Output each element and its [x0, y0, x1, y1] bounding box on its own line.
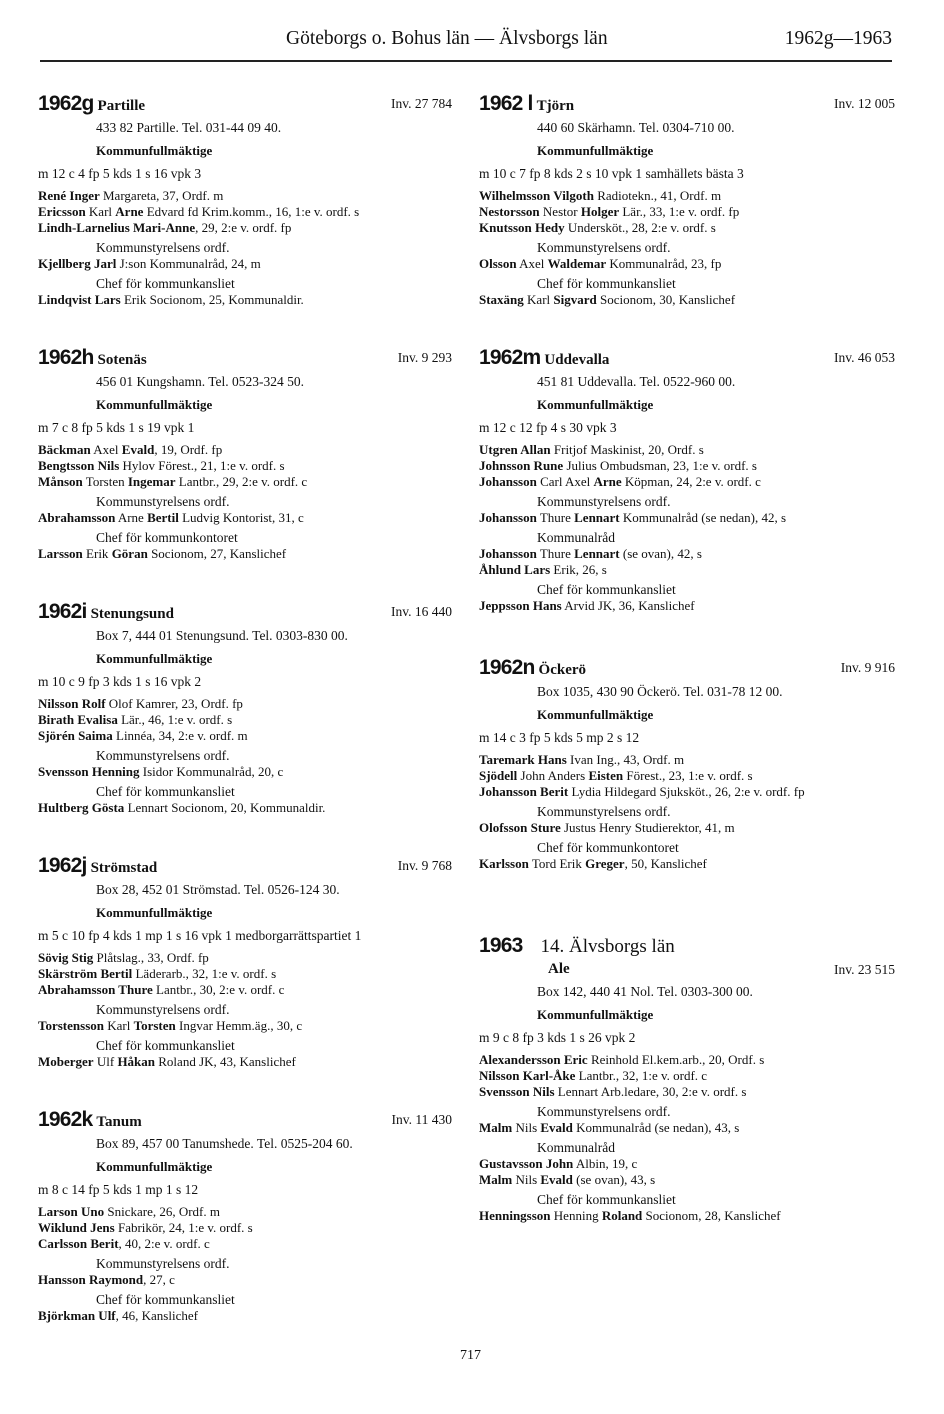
section-title: Chef för kommunkansliet: [537, 1192, 676, 1207]
section-title: Chef för kommunkansliet: [96, 1038, 235, 1053]
member-line: [38, 728, 452, 744]
council-members: [479, 752, 895, 800]
person-given-name: Nils: [512, 1172, 541, 1187]
person-line: [38, 1054, 452, 1070]
header-rule: [40, 60, 892, 62]
municipality-entry: [38, 1108, 452, 1324]
person-details: Undersköt., 28, 2:e v. ordf. s: [564, 220, 716, 235]
page-number: 717: [460, 1348, 481, 1363]
person-call-name: Lennart: [574, 546, 620, 561]
person-details: Fritjof Maskinist, 20, Ordf. s: [550, 442, 704, 457]
seat-distribution: m 5 c 10 fp 4 kds 1 mp 1 s 16 vpk 1 medborgarrättspartiet 1: [38, 928, 362, 943]
person-line: [479, 510, 895, 526]
council-heading: Kommunfullmäktige: [96, 651, 213, 666]
member-line: [479, 1052, 895, 1068]
person-call-name: Waldemar: [547, 256, 607, 271]
person-surname: Malm: [479, 1120, 513, 1135]
member-line: [38, 204, 452, 220]
member-line: [38, 966, 452, 982]
council-members: [479, 1052, 895, 1100]
municipality-heading: [479, 960, 895, 982]
person-call-name: Evald: [540, 1120, 573, 1135]
person-details: , 46, Kanslichef: [115, 1308, 198, 1323]
person-surname: Bäckman: [38, 442, 91, 457]
person-line: [38, 510, 452, 526]
entry-code: 1962i: [38, 600, 87, 623]
person-surname: Olsson: [479, 256, 517, 271]
person-details: Albin, 19, c: [573, 1156, 638, 1171]
person-given-name: Karl: [85, 204, 116, 219]
address-line: 433 82 Partille. Tel. 031-44 09 40.: [96, 120, 282, 135]
population-count: Inv. 9 916: [840, 660, 895, 675]
municipality-name: Ale: [548, 961, 570, 977]
person-details: Erik Socionom, 25, Kommunaldir.: [120, 292, 304, 307]
council-members: [38, 1204, 452, 1252]
person-details: Hylov Förest., 21, 1:e v. ordf. s: [119, 458, 285, 473]
person-line: [38, 292, 452, 308]
entry-heading: [479, 92, 895, 118]
member-line: [479, 784, 895, 800]
person-surname: Nilsson Rolf: [38, 696, 106, 711]
person-details: Reinhold El.kem.arb., 20, Ordf. s: [587, 1052, 765, 1067]
person-details: Lär., 46, 1:e v. ordf. s: [117, 712, 233, 727]
entry-code: 1963: [479, 934, 523, 957]
person-call-name: Torsten: [133, 1018, 176, 1033]
member-line: [38, 712, 452, 728]
person-details: , 50, Kanslichef: [624, 856, 707, 871]
municipality-entry: [479, 92, 895, 308]
seat-distribution: m 12 c 12 fp 4 s 30 vpk 3: [479, 420, 617, 435]
person-line: [479, 562, 895, 578]
person-surname: Gustavsson John: [479, 1156, 574, 1171]
entry-heading: [479, 346, 895, 372]
member-line: [38, 474, 452, 490]
section-title: Chef för kommunkontoret: [537, 840, 679, 855]
council-heading: Kommunfullmäktige: [96, 397, 213, 412]
member-line: [38, 1236, 452, 1252]
person-call-name: Ingemar: [127, 474, 176, 489]
person-surname: Svensson Henning: [38, 764, 140, 779]
person-line: [479, 1120, 895, 1136]
person-details: Köpman, 24, 2:e v. ordf. c: [621, 474, 761, 489]
person-surname: Johansson Berit: [479, 784, 569, 799]
section-title: Chef för kommunkansliet: [96, 1292, 235, 1307]
person-details: J:son Kommunalråd, 24, m: [116, 256, 261, 271]
person-details: Erik, 26, s: [550, 562, 607, 577]
person-details: (se ovan), 42, s: [619, 546, 702, 561]
member-line: [479, 220, 895, 236]
person-given-name: Thure: [536, 510, 575, 525]
person-details: Edvard fd Krim.komm., 16, 1:e v. ordf. s: [143, 204, 360, 219]
person-details: Ivan Ing., 43, Ordf. m: [566, 752, 685, 767]
entry-heading: [38, 92, 452, 118]
person-given-name: Nestor: [539, 204, 581, 219]
person-call-name: Holger: [580, 204, 620, 219]
address-line: Box 28, 452 01 Strömstad. Tel. 0526-124 30.: [96, 882, 340, 897]
person-line: [479, 292, 895, 308]
section-title: Kommunstyrelsens ordf.: [96, 748, 230, 763]
person-given-name: Arne: [115, 510, 148, 525]
municipality-name: Tanum: [96, 1114, 142, 1130]
member-line: [38, 220, 452, 236]
person-surname: Sjörén Saima: [38, 728, 113, 743]
council-members: [38, 950, 452, 998]
population-count: Inv. 9 293: [397, 350, 452, 365]
person-surname: Taremark Hans: [479, 752, 567, 767]
person-given-name: Henning: [550, 1208, 602, 1223]
council-members: [38, 442, 452, 490]
person-details: Lär., 33, 1:e v. ordf. fp: [619, 204, 740, 219]
person-details: Socionom, 27, Kanslichef: [147, 546, 287, 561]
person-surname: Abrahamsson: [38, 510, 116, 525]
person-surname: Björkman Ulf: [38, 1308, 116, 1323]
section-title: Kommunstyrelsens ordf.: [96, 1002, 230, 1017]
population-count: Inv. 11 430: [391, 1112, 452, 1127]
person-details: Linnéa, 34, 2:e v. ordf. m: [112, 728, 248, 743]
municipality-entry: [38, 854, 452, 1070]
person-surname: Nilsson Karl-Åke: [479, 1068, 576, 1083]
running-title: Göteborgs o. Bohus län — Älvsborgs län: [286, 28, 608, 49]
entry-code: 1962g: [38, 92, 94, 115]
population-count: Inv. 9 768: [397, 858, 452, 873]
municipality-name: Stenungsund: [90, 606, 174, 622]
council-heading: Kommunfullmäktige: [96, 905, 213, 920]
person-line: [38, 764, 452, 780]
municipality-name: Strömstad: [90, 860, 158, 876]
person-details: Lennart Arb.ledare, 30, 2:e v. ordf. s: [554, 1084, 747, 1099]
person-details: Lydia Hildegard Sjuksköt., 26, 2:e v. ordf. fp: [568, 784, 805, 799]
address-line: Box 89, 457 00 Tanumshede. Tel. 0525-204 60.: [96, 1136, 353, 1151]
person-given-name: Tord Erik: [528, 856, 586, 871]
member-line: [38, 1220, 452, 1236]
entry-code: 1962k: [38, 1108, 93, 1131]
person-surname: Kjellberg Jarl: [38, 256, 117, 271]
person-line: [479, 598, 895, 614]
entry-heading: [38, 346, 452, 372]
municipality-entry: [38, 92, 452, 308]
section-title: Chef för kommunkansliet: [96, 276, 235, 291]
person-call-name: Göran: [111, 546, 148, 561]
person-surname: Skärström Bertil: [38, 966, 133, 981]
person-surname: Hansson Raymond: [38, 1272, 144, 1287]
person-call-name: Eisten: [588, 768, 624, 783]
person-surname: Alexandersson Eric: [479, 1052, 588, 1067]
person-details: Isidor Kommunalråd, 20, c: [139, 764, 284, 779]
person-details: Lennart Socionom, 20, Kommunaldir.: [124, 800, 326, 815]
section-title: Chef för kommunkansliet: [537, 276, 676, 291]
person-surname: Abrahamsson Thure: [38, 982, 153, 997]
person-call-name: Håkan: [117, 1054, 156, 1069]
page-range: 1962g—1963: [784, 28, 892, 49]
person-details: Ingvar Hemm.äg., 30, c: [175, 1018, 303, 1033]
population-count: Inv. 23 515: [834, 962, 895, 977]
person-call-name: Evald: [121, 442, 155, 457]
person-details: Läderarb., 32, 1:e v. ordf. s: [132, 966, 277, 981]
person-line: [38, 800, 452, 816]
person-call-name: Bertil: [147, 510, 179, 525]
entry-code: 1962m: [479, 346, 541, 369]
person-surname: Sjödell: [479, 768, 518, 783]
person-details: Ludvig Kontorist, 31, c: [178, 510, 304, 525]
person-call-name: Arne: [593, 474, 622, 489]
person-surname: Nestorsson: [479, 204, 540, 219]
person-surname: Bengtsson Nils: [38, 458, 120, 473]
population-count: Inv. 46 053: [834, 350, 895, 365]
person-surname: René Inger: [38, 188, 100, 203]
person-surname: Åhlund Lars: [479, 562, 551, 577]
person-surname: Sövig Stig: [38, 950, 94, 965]
council-heading: Kommunfullmäktige: [96, 1159, 213, 1174]
person-line: [479, 1208, 895, 1224]
member-line: [479, 1084, 895, 1100]
person-details: Fabrikör, 24, 1:e v. ordf. s: [114, 1220, 253, 1235]
person-details: Kommunalråd (se nedan), 43, s: [572, 1120, 740, 1135]
person-surname: Johansson: [479, 546, 537, 561]
address-line: 456 01 Kungshamn. Tel. 0523-324 50.: [96, 374, 305, 389]
address-line: Box 7, 444 01 Stenungsund. Tel. 0303-830 00.: [96, 628, 348, 643]
seat-distribution: m 14 c 3 fp 5 kds 5 mp 2 s 12: [479, 730, 640, 745]
person-details: Margareta, 37, Ordf. m: [99, 188, 224, 203]
person-details: (se ovan), 43, s: [572, 1172, 656, 1187]
member-line: [38, 950, 452, 966]
council-members: [479, 442, 895, 490]
person-surname: Karlsson: [479, 856, 529, 871]
person-given-name: Nils: [512, 1120, 541, 1135]
member-line: [479, 768, 895, 784]
person-surname: Wiklund Jens: [38, 1220, 115, 1235]
person-surname: Johansson: [479, 474, 537, 489]
section-title: Kommunstyrelsens ordf.: [96, 240, 230, 255]
municipality-entry: [479, 934, 895, 1224]
member-line: [38, 188, 452, 204]
person-surname: Johnsson Rune: [479, 458, 564, 473]
population-count: Inv. 16 440: [391, 604, 452, 619]
municipality-name: Uddevalla: [544, 352, 610, 368]
person-details: , 40, 2:e v. ordf. c: [118, 1236, 210, 1251]
entry-heading: [38, 1108, 452, 1134]
person-line: [38, 1308, 452, 1324]
person-given-name: Erik: [82, 546, 112, 561]
member-line: [38, 982, 452, 998]
population-count: Inv. 27 784: [391, 96, 452, 111]
person-details: Olof Kamrer, 23, Ordf. fp: [105, 696, 243, 711]
person-surname: Utgren Allan: [479, 442, 551, 457]
council-heading: Kommunfullmäktige: [537, 1007, 654, 1022]
section-title: Kommunalråd: [537, 1140, 615, 1155]
region-title: 14. Älvsborgs län: [540, 936, 675, 957]
person-details: Arvid JK, 36, Kanslichef: [561, 598, 695, 613]
person-surname: Lindh-Larnelius Mari-Anne: [38, 220, 196, 235]
address-line: 451 81 Uddevalla. Tel. 0522-960 00.: [537, 374, 736, 389]
person-surname: Knutsson Hedy: [479, 220, 565, 235]
person-surname: Ericsson: [38, 204, 86, 219]
seat-distribution: m 12 c 4 fp 5 kds 1 s 16 vpk 3: [38, 166, 202, 181]
person-call-name: Roland: [601, 1208, 643, 1223]
person-given-name: Karl: [523, 292, 554, 307]
municipality-name: Partille: [97, 98, 146, 114]
person-surname: Larsson: [38, 546, 83, 561]
seat-distribution: m 10 c 7 fp 8 kds 2 s 10 vpk 1 samhällets bästa 3: [479, 166, 744, 181]
member-line: [38, 458, 452, 474]
municipality-entry: [38, 346, 452, 562]
section-title: Chef för kommunkansliet: [537, 582, 676, 597]
person-given-name: Axel: [516, 256, 548, 271]
person-line: [38, 256, 452, 272]
person-details: Snickare, 26, Ordf. m: [104, 1204, 220, 1219]
person-given-name: Torsten: [82, 474, 128, 489]
person-surname: Torstensson: [38, 1018, 104, 1033]
person-call-name: Evald: [540, 1172, 573, 1187]
person-details: Plåtslag., 33, Ordf. fp: [93, 950, 209, 965]
entry-code: 1962j: [38, 854, 87, 877]
council-heading: Kommunfullmäktige: [537, 397, 654, 412]
person-line: [38, 1272, 452, 1288]
person-given-name: Thure: [536, 546, 575, 561]
person-line: [479, 820, 895, 836]
council-members: [38, 188, 452, 236]
person-details: Lantbr., 30, 2:e v. ordf. c: [152, 982, 285, 997]
person-details: , 27, c: [143, 1272, 175, 1287]
section-title: Kommunstyrelsens ordf.: [96, 1256, 230, 1271]
council-heading: Kommunfullmäktige: [537, 707, 654, 722]
person-line: [479, 1172, 895, 1188]
person-surname: Olofsson Sture: [479, 820, 561, 835]
seat-distribution: m 8 c 14 fp 5 kds 1 mp 1 s 12: [38, 1182, 199, 1197]
person-surname: Wilhelmsson Vilgoth: [479, 188, 594, 203]
council-heading: Kommunfullmäktige: [96, 143, 213, 158]
address-line: Box 1035, 430 90 Öckerö. Tel. 031-78 12 00.: [537, 684, 783, 699]
member-line: [479, 1068, 895, 1084]
person-surname: Johansson: [479, 510, 537, 525]
address-line: 440 60 Skärhamn. Tel. 0304-710 00.: [537, 120, 735, 135]
entry-heading: [38, 854, 452, 880]
member-line: [479, 204, 895, 220]
entry-code: 1962n: [479, 656, 535, 679]
person-given-name: Axel: [90, 442, 122, 457]
section-title: Kommunalråd: [537, 530, 615, 545]
person-call-name: Sigvard: [553, 292, 597, 307]
person-given-name: Ulf: [93, 1054, 118, 1069]
person-given-name: Carl Axel: [536, 474, 594, 489]
member-line: [479, 474, 895, 490]
entry-heading: [479, 934, 895, 960]
person-surname: Henningsson: [479, 1208, 551, 1223]
member-line: [479, 442, 895, 458]
person-call-name: Arne: [115, 204, 144, 219]
member-line: [479, 458, 895, 474]
person-details: , 19, Ordf. fp: [154, 442, 223, 457]
population-count: Inv. 12 005: [834, 96, 895, 111]
member-line: [38, 1204, 452, 1220]
member-line: [38, 442, 452, 458]
entry-code: 1962h: [38, 346, 94, 369]
council-members: [38, 696, 452, 744]
seat-distribution: m 9 c 8 fp 3 kds 1 s 26 vpk 2: [479, 1030, 636, 1045]
address-line: Box 142, 440 41 Nol. Tel. 0303-300 00.: [537, 984, 753, 999]
person-given-name: Karl: [103, 1018, 134, 1033]
member-line: [479, 752, 895, 768]
person-details: Justus Henry Studierektor, 41, m: [560, 820, 735, 835]
person-surname: Malm: [479, 1172, 513, 1187]
member-line: [38, 696, 452, 712]
person-surname: Staxäng: [479, 292, 524, 307]
municipality-entry: [479, 346, 895, 614]
person-details: Socionom, 30, Kanslichef: [596, 292, 736, 307]
person-details: Radiotekn., 41, Ordf. m: [593, 188, 722, 203]
person-surname: Lindqvist Lars: [38, 292, 121, 307]
municipality-name: Sotenäs: [97, 352, 147, 368]
seat-distribution: m 10 c 9 fp 3 kds 1 s 16 vpk 2: [38, 674, 202, 689]
section-title: Kommunstyrelsens ordf.: [537, 804, 671, 819]
person-surname: Svensson Nils: [479, 1084, 555, 1099]
person-details: Lantbr., 29, 2:e v. ordf. c: [175, 474, 308, 489]
person-details: Julius Ombudsman, 23, 1:e v. ordf. s: [563, 458, 757, 473]
municipality-name: Öckerö: [538, 662, 587, 678]
person-details: Roland JK, 43, Kanslichef: [155, 1054, 296, 1069]
person-surname: Moberger: [38, 1054, 94, 1069]
section-title: Chef för kommunkansliet: [96, 784, 235, 799]
member-line: [479, 188, 895, 204]
person-surname: Larson Uno: [38, 1204, 105, 1219]
entry-heading: [479, 656, 895, 682]
entry-code: 1962 l: [479, 92, 533, 115]
municipality-entry: [38, 600, 452, 816]
council-members: [479, 188, 895, 236]
person-surname: Månson: [38, 474, 83, 489]
person-call-name: Lennart: [574, 510, 620, 525]
section-title: Chef för kommunkontoret: [96, 530, 238, 545]
person-line: [38, 546, 452, 562]
municipality-name: Tjörn: [536, 98, 575, 114]
person-line: [479, 1156, 895, 1172]
person-details: Socionom, 28, Kanslichef: [642, 1208, 781, 1223]
page-header: [40, 26, 892, 56]
section-title: Kommunstyrelsens ordf.: [537, 240, 671, 255]
seat-distribution: m 7 c 8 fp 5 kds 1 s 19 vpk 1: [38, 420, 195, 435]
person-line: [479, 256, 895, 272]
person-surname: Hultberg Gösta: [38, 800, 125, 815]
person-surname: Carlsson Berit: [38, 1236, 119, 1251]
person-given-name: John Anders: [517, 768, 589, 783]
person-details: Kommunalråd (se nedan), 42, s: [619, 510, 787, 525]
section-title: Kommunstyrelsens ordf.: [96, 494, 230, 509]
municipality-entry: [479, 656, 895, 872]
person-surname: Birath Evalisa: [38, 712, 118, 727]
council-heading: Kommunfullmäktige: [537, 143, 654, 158]
section-title: Kommunstyrelsens ordf.: [537, 494, 671, 509]
person-surname: Jeppsson Hans: [479, 598, 562, 613]
person-line: [479, 856, 895, 872]
person-details: , 29, 2:e v. ordf. fp: [195, 220, 292, 235]
person-line: [38, 1018, 452, 1034]
person-details: Lantbr., 32, 1:e v. ordf. c: [575, 1068, 708, 1083]
person-details: Förest., 23, 1:e v. ordf. s: [623, 768, 753, 783]
section-title: Kommunstyrelsens ordf.: [537, 1104, 671, 1119]
entry-heading: [38, 600, 452, 626]
person-details: Kommunalråd, 23, fp: [606, 256, 722, 271]
person-call-name: Greger: [585, 856, 625, 871]
person-line: [479, 546, 895, 562]
